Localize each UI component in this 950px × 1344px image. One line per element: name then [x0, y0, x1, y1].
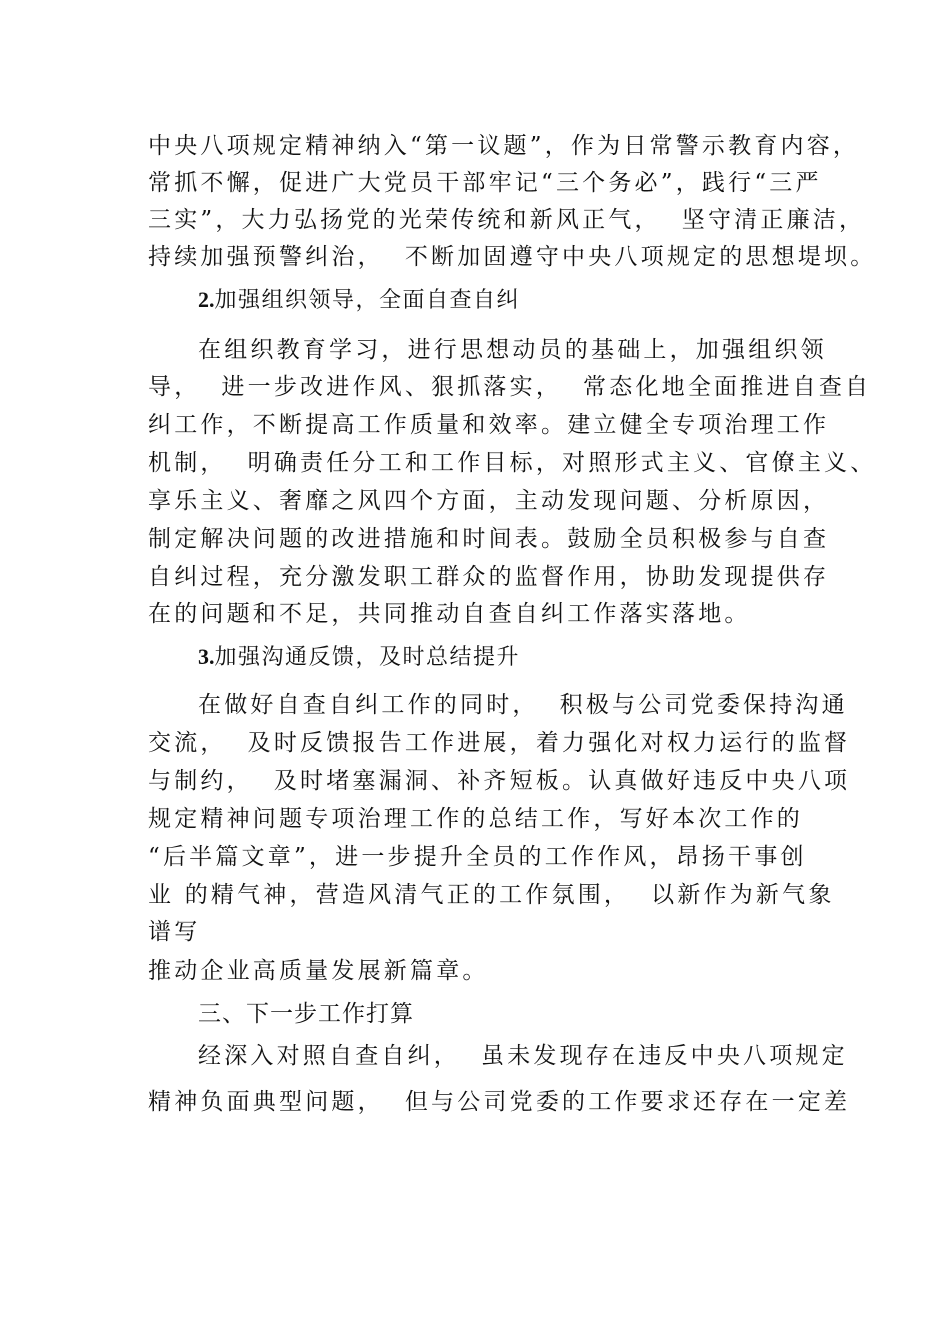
text-line: 谱写 [148, 919, 201, 945]
text-line: 享乐主义、奢靡之风四个方面，主动发现问题、分析原因， [148, 488, 830, 514]
text-line: 中央八项规定精神纳入“第一议题”，作为日常警示教育内容， [148, 133, 860, 159]
text-line: 精神负面典型问题， 但与公司党委的工作要求还存在一定差 [148, 1089, 851, 1115]
text-line: 持续加强预警纠治， 不断加固遵守中央八项规定的思想堤坝。 [148, 244, 877, 270]
text-line: “后半篇文章”，进一步提升全员的工作作风，昂扬干事创 [148, 844, 807, 870]
text-line: 自纠过程，充分激发职工群众的监督作用，协助发现提供存 [148, 564, 830, 590]
text-line: 推动企业高质量发展新篇章。 [148, 958, 489, 984]
text-line: 在的问题和不足，共同推动自查自纠工作落实落地。 [148, 601, 751, 627]
text-line: 常抓不懈，促进广大党员干部牢记“三个务必”，践行“三严 [148, 170, 822, 196]
subheading-number: 2. [198, 287, 215, 312]
subheading-3 [198, 642, 520, 673]
text-line: 在做好自查自纠工作的同时， 积极与公司党委保持沟通 [198, 692, 848, 718]
text-line: 三实”，大力弘扬党的光荣传统和新风正气， 坚守清正廉洁， [148, 207, 866, 233]
section-title: 三、下一步工作打算 [198, 1001, 414, 1027]
text-line: 规定精神问题专项治理工作的总结工作，写好本次工作的 [148, 806, 803, 832]
text-line: 业 的精气神，营造风清气正的工作氛围， 以新作为新气象 [148, 882, 835, 908]
text-line: 与制约， 及时堵塞漏洞、补齐短板。认真做好违反中央八项 [148, 768, 851, 794]
text-line: 制定解决问题的改进措施和时间表。鼓励全员积极参与自查 [148, 526, 830, 552]
subheading-number: 3. [198, 644, 215, 669]
text-line: 在组织教育学习，进行思想动员的基础上，加强组织领 [198, 337, 827, 363]
subheading-text: 加强沟通反馈，及时总结提升 [214, 645, 521, 670]
text-line: 机制， 明确责任分工和工作目标，对照形式主义、官僚主义、 [148, 450, 877, 476]
text-line: 交流， 及时反馈报告工作进展，着力强化对权力运行的监督 [148, 730, 851, 756]
subheading-2 [198, 285, 520, 316]
subheading-text: 加强组织领导，全面自查自纠 [214, 288, 521, 313]
text-line: 导， 进一步改进作风、狠抓落实， 常态化地全面推进自查自 [148, 374, 872, 400]
text-line: 纠工作，不断提高工作质量和效率。建立健全专项治理工作 [148, 412, 830, 438]
text-line: 经深入对照自查自纠， 虽未发现存在违反中央八项规定 [198, 1043, 848, 1069]
